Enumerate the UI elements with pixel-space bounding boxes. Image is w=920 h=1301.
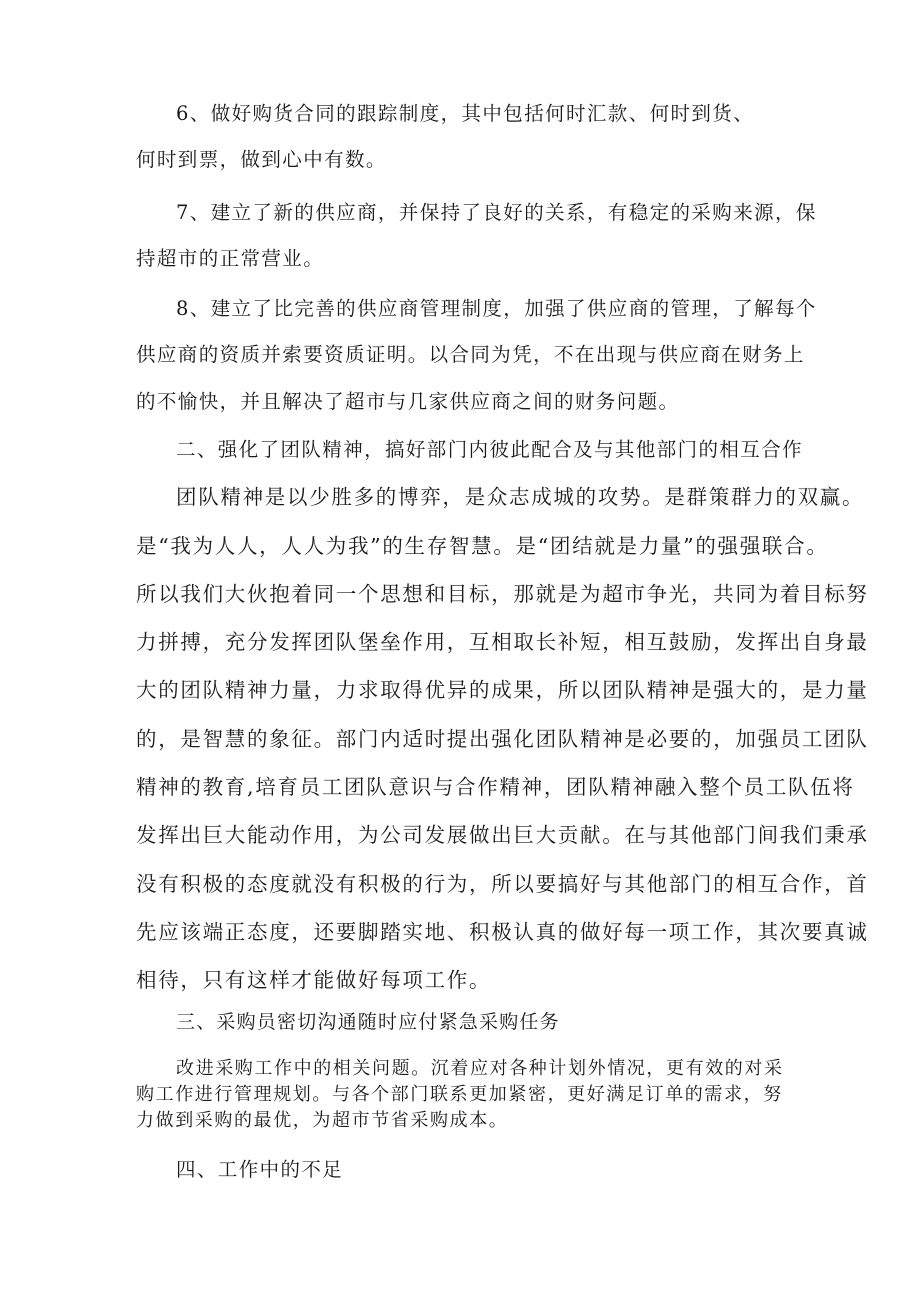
paragraph-8-line-2: 供应商的资质并索要资质证明。以合同为凭，不在出现与供应商在财务上 [136, 343, 805, 366]
section-3-heading: 三、采购员密切沟通随时应付紧急采购任务 [176, 1011, 560, 1033]
section-2-line: 先应该端正态度，还要脚踏实地、积极认真的做好每一项工作，其次要真诚 [136, 920, 869, 944]
section-2-line: 团队精神是以少胜多的博弈，是众志成城的攻势。是群策群力的双赢。 [176, 485, 865, 509]
section-2-line: 大的团队精神力量，力求取得优异的成果，所以团队精神是强大的，是力量 [136, 678, 869, 702]
section-2-heading: 二、强化了团队精神，搞好部门内彼此配合及与其他部门的相互合作 [176, 438, 804, 461]
section-4-heading: 四、工作中的不足 [176, 1158, 344, 1181]
section-2-line: 发挥出巨大能动作用，为公司发展做出巨大贡献。在与其他部门间我们秉承 [136, 823, 869, 847]
paragraph-8-line-3: 的不愉快，并且解决了超市与几家供应商之间的财务问题。 [136, 390, 680, 413]
paragraph-6-line-2: 何时到票，做到心中有数。 [136, 148, 387, 171]
section-2-line: 相待，只有这样才能做好每项工作。 [136, 968, 492, 992]
section-2-line: 的，是智慧的象征。部门内适时提出强化团队精神是必要的，加强员工团队 [136, 727, 869, 751]
section-2-line: 是“我为人人，人人为我”的生存智慧。是“团结就是力量”的强强联合。 [136, 534, 829, 558]
paragraph-7-line-1: 7、建立了新的供应商，并保持了良好的关系，有稳定的采购来源，保 [176, 201, 817, 224]
section-2-line: 所以我们大伙抱着同一个思想和目标，那就是为超市争光，共同为着目标努 [136, 582, 869, 606]
section-3-line: 改进采购工作中的相关问题。沉着应对各种计划外情况，更有效的对采 [176, 1058, 784, 1079]
paragraph-6-line-1: 6、做好购货合同的跟踪制度，其中包括何时汇款、何时到货、 [176, 102, 755, 125]
section-2-line: 力拼搏，充分发挥团队堡垒作用，互相取长补短，相互鼓励，发挥出自身最 [136, 630, 869, 654]
section-3-line: 力做到采购的最优，为超市节省采购成本。 [136, 1110, 509, 1131]
section-2-line: 精神的教育,培育员工团队意识与合作精神，团队精神融入整个员工队伍将 [136, 775, 855, 799]
section-2-line: 没有积极的态度就没有积极的行为，所以要搞好与其他部门的相互合作，首 [136, 872, 869, 896]
section-3-line: 购工作进行管理规划。与各个部门联系更加紧密，更好满足订单的需求，努 [136, 1084, 783, 1105]
paragraph-8-line-1: 8、建立了比完善的供应商管理制度，加强了供应商的管理，了解每个 [176, 297, 817, 320]
paragraph-7-line-2: 持超市的正常营业。 [136, 247, 325, 270]
